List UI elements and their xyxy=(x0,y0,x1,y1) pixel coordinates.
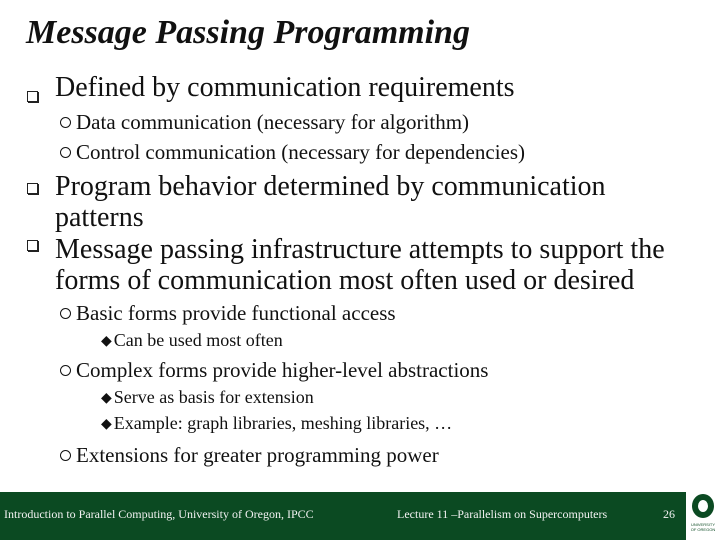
footer-course-title: Introduction to Parallel Computing, University of Oregon, IPCC xyxy=(4,507,314,521)
circle-bullet-icon xyxy=(60,147,71,158)
slide-title: Message Passing Programming xyxy=(26,14,470,51)
bullet-program-behavior-line1: Program behavior determined by communication xyxy=(55,171,606,202)
circle-bullet-icon xyxy=(60,308,71,319)
sub-bullet-text: Extensions for greater programming power xyxy=(76,443,439,467)
footer-lecture-title: Lecture 11 –Parallelism on Supercomputers xyxy=(397,507,608,521)
diamond-bullet-icon: ◆ xyxy=(101,334,112,349)
bullet-defined-by-communication: Defined by communication requirements xyxy=(55,72,515,103)
sub-bullet-text: Data communication (necessary for algorithm) xyxy=(76,110,470,134)
sub-sub-bullet-used-most-often xyxy=(101,330,283,351)
square-bullet-icon xyxy=(27,183,38,194)
square-bullet-icon xyxy=(27,240,38,251)
square-bullet-icon xyxy=(27,91,38,102)
university-logo xyxy=(686,492,720,540)
sub-sub-bullet-basis-for-extension xyxy=(101,387,314,408)
bullet-message-passing-line1: Message passing infrastructure attempts to support the xyxy=(55,234,665,265)
footer-bar xyxy=(0,492,720,540)
sub-bullet-extensions xyxy=(60,443,439,468)
circle-bullet-icon xyxy=(60,450,71,461)
sub-bullet-complex-forms xyxy=(60,358,488,383)
sub-sub-bullet-text: Example: graph libraries, meshing libraries, … xyxy=(113,413,453,433)
diamond-bullet-icon: ◆ xyxy=(101,391,112,406)
sub-bullet-control-communication xyxy=(60,140,525,165)
circle-bullet-icon xyxy=(60,117,71,128)
diamond-bullet-icon: ◆ xyxy=(101,417,112,432)
sub-bullet-text: Complex forms provide higher-level abstractions xyxy=(76,358,489,382)
logo-wordmark: UNIVERSITY OF OREGON xyxy=(690,522,716,532)
bullet-message-passing-line2: forms of communication most often used or desired xyxy=(55,265,635,296)
page-number: 26 xyxy=(663,507,675,521)
bullet-program-behavior-line2: patterns xyxy=(55,202,144,233)
sub-bullet-text: Basic forms provide functional access xyxy=(76,301,396,325)
oregon-o-icon xyxy=(692,494,714,518)
sub-sub-bullet-text: Can be used most often xyxy=(113,330,283,350)
sub-bullet-data-communication xyxy=(60,110,469,135)
sub-sub-bullet-example-libraries xyxy=(101,413,452,434)
circle-bullet-icon xyxy=(60,365,71,376)
sub-sub-bullet-text: Serve as basis for extension xyxy=(113,387,314,407)
sub-bullet-text: Control communication (necessary for dependencies) xyxy=(76,140,526,164)
sub-bullet-basic-forms xyxy=(60,301,396,326)
